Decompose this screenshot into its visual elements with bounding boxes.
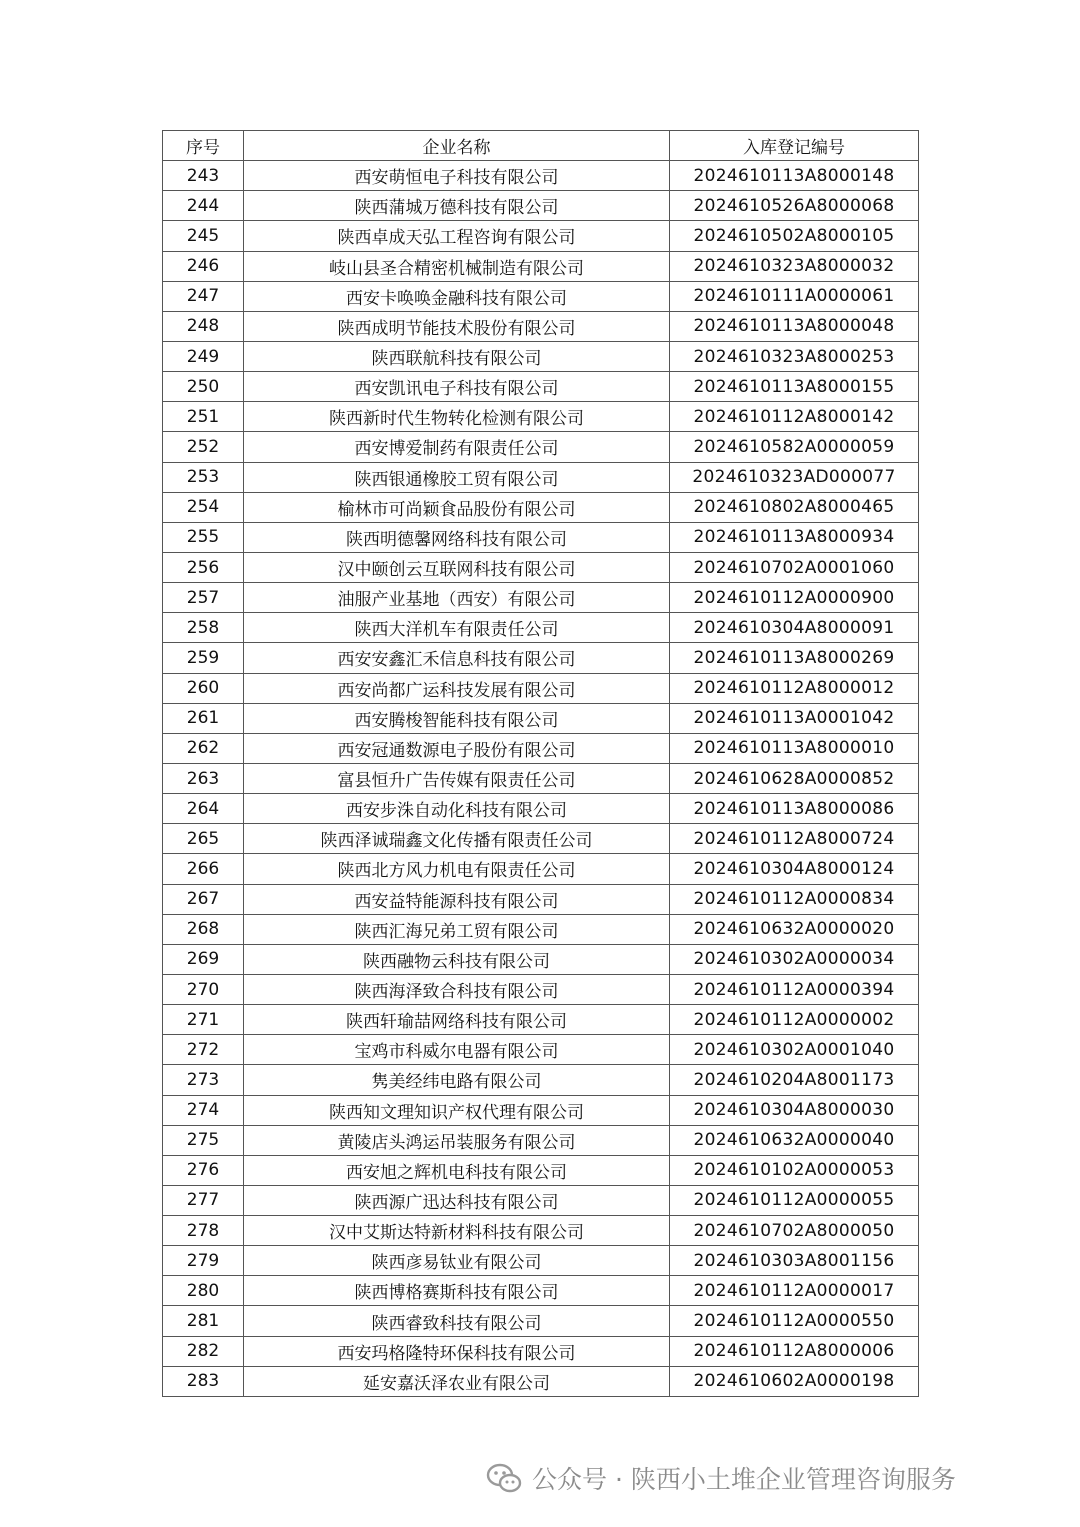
header-serial-number: 序号 [163, 131, 244, 161]
table-row [163, 1035, 919, 1065]
table-row [163, 372, 919, 402]
table-row [163, 914, 919, 944]
table-row [163, 462, 919, 492]
table-row [163, 492, 919, 522]
cell-serial-number: 254 [163, 492, 244, 522]
cell-serial-number: 261 [163, 703, 244, 733]
wechat-icon [486, 1462, 522, 1494]
cell-serial-number: 270 [163, 974, 244, 1004]
table-row [163, 221, 919, 251]
table-row [163, 1125, 919, 1155]
cell-enterprise-name: 陕西睿致科技有限公司 [244, 1306, 670, 1336]
table-row [163, 1005, 919, 1035]
cell-registration-number: 2024610632A0000020 [670, 914, 919, 944]
table-row [163, 281, 919, 311]
cell-registration-number: 2024610304A8000091 [670, 613, 919, 643]
cell-registration-number: 2024610112A0000900 [670, 583, 919, 613]
cell-serial-number: 248 [163, 311, 244, 341]
cell-registration-number: 2024610802A8000465 [670, 492, 919, 522]
cell-registration-number: 2024610112A0000017 [670, 1276, 919, 1306]
table-row [163, 191, 919, 221]
table-row [163, 763, 919, 793]
cell-serial-number: 280 [163, 1276, 244, 1306]
cell-enterprise-name: 陕西大洋机车有限责任公司 [244, 613, 670, 643]
footer-account-text: 公众号 · 陕西小土堆企业管理咨询服务 [532, 1465, 956, 1494]
table-row [163, 583, 919, 613]
cell-serial-number: 249 [163, 341, 244, 371]
cell-registration-number: 2024610112A8000724 [670, 824, 919, 854]
table-row [163, 432, 919, 462]
cell-registration-number: 2024610304A8000030 [670, 1095, 919, 1125]
cell-serial-number: 272 [163, 1035, 244, 1065]
cell-enterprise-name: 黄陵店头鸿运吊装服务有限公司 [244, 1125, 670, 1155]
cell-enterprise-name: 陕西卓成天弘工程咨询有限公司 [244, 221, 670, 251]
cell-serial-number: 243 [163, 161, 244, 191]
cell-serial-number: 260 [163, 673, 244, 703]
cell-enterprise-name: 陕西轩瑜喆网络科技有限公司 [244, 1005, 670, 1035]
cell-enterprise-name: 榆林市可尚颖食品股份有限公司 [244, 492, 670, 522]
cell-registration-number: 2024610582A0000059 [670, 432, 919, 462]
cell-enterprise-name: 陕西彦易钛业有限公司 [244, 1246, 670, 1276]
cell-registration-number: 2024610302A0000034 [670, 944, 919, 974]
cell-enterprise-name: 陕西知文理知识产权代理有限公司 [244, 1095, 670, 1125]
table-header-row [163, 131, 919, 161]
cell-registration-number: 2024610303A8001156 [670, 1246, 919, 1276]
cell-enterprise-name: 西安萌恒电子科技有限公司 [244, 161, 670, 191]
table-row [163, 884, 919, 914]
cell-serial-number: 274 [163, 1095, 244, 1125]
cell-serial-number: 268 [163, 914, 244, 944]
table-row [163, 1306, 919, 1336]
table-row [163, 311, 919, 341]
cell-enterprise-name: 陕西海泽致合科技有限公司 [244, 974, 670, 1004]
cell-registration-number: 2024610112A0000834 [670, 884, 919, 914]
cell-enterprise-name: 西安安鑫汇禾信息科技有限公司 [244, 643, 670, 673]
cell-enterprise-name: 延安嘉沃泽农业有限公司 [244, 1366, 670, 1396]
table-row [163, 794, 919, 824]
cell-registration-number: 2024610702A8000050 [670, 1216, 919, 1246]
cell-registration-number: 2024610628A0000852 [670, 763, 919, 793]
cell-enterprise-name: 陕西联航科技有限公司 [244, 341, 670, 371]
table-row [163, 733, 919, 763]
table-row [163, 522, 919, 552]
cell-serial-number: 273 [163, 1065, 244, 1095]
cell-registration-number: 2024610323A8000032 [670, 251, 919, 281]
cell-serial-number: 281 [163, 1306, 244, 1336]
cell-enterprise-name: 陕西融物云科技有限公司 [244, 944, 670, 974]
table-body [163, 161, 919, 1397]
cell-enterprise-name: 西安旭之辉机电科技有限公司 [244, 1155, 670, 1185]
table-row [163, 1216, 919, 1246]
cell-serial-number: 245 [163, 221, 244, 251]
cell-registration-number: 2024610113A8000155 [670, 372, 919, 402]
cell-registration-number: 2024610113A8000010 [670, 733, 919, 763]
table-row [163, 1095, 919, 1125]
cell-serial-number: 256 [163, 552, 244, 582]
cell-serial-number: 277 [163, 1185, 244, 1215]
cell-enterprise-name: 陕西博格赛斯科技有限公司 [244, 1276, 670, 1306]
table-row [163, 643, 919, 673]
cell-serial-number: 269 [163, 944, 244, 974]
cell-serial-number: 247 [163, 281, 244, 311]
cell-serial-number: 278 [163, 1216, 244, 1246]
table-row [163, 1065, 919, 1095]
cell-registration-number: 2024610113A8000269 [670, 643, 919, 673]
cell-serial-number: 279 [163, 1246, 244, 1276]
cell-enterprise-name: 西安尚都广运科技发展有限公司 [244, 673, 670, 703]
cell-registration-number: 2024610112A0000055 [670, 1185, 919, 1215]
cell-enterprise-name: 西安玛格隆特环保科技有限公司 [244, 1336, 670, 1366]
cell-serial-number: 282 [163, 1336, 244, 1366]
table-row [163, 613, 919, 643]
cell-registration-number: 2024610112A0000002 [670, 1005, 919, 1035]
cell-serial-number: 275 [163, 1125, 244, 1155]
cell-serial-number: 262 [163, 733, 244, 763]
table-row [163, 974, 919, 1004]
cell-registration-number: 2024610323AD000077 [670, 462, 919, 492]
table-row [163, 703, 919, 733]
cell-serial-number: 251 [163, 402, 244, 432]
cell-enterprise-name: 陕西泽诚瑞鑫文化传播有限责任公司 [244, 824, 670, 854]
table-row [163, 402, 919, 432]
cell-enterprise-name: 西安步洙自动化科技有限公司 [244, 794, 670, 824]
cell-enterprise-name: 隽美经纬电路有限公司 [244, 1065, 670, 1095]
cell-registration-number: 2024610632A0000040 [670, 1125, 919, 1155]
cell-serial-number: 252 [163, 432, 244, 462]
header-enterprise-name: 企业名称 [244, 131, 670, 161]
cell-registration-number: 2024610502A8000105 [670, 221, 919, 251]
cell-serial-number: 267 [163, 884, 244, 914]
cell-registration-number: 2024610602A0000198 [670, 1366, 919, 1396]
cell-registration-number: 2024610111A0000061 [670, 281, 919, 311]
cell-enterprise-name: 陕西源广迅达科技有限公司 [244, 1185, 670, 1215]
cell-enterprise-name: 陕西汇海兄弟工贸有限公司 [244, 914, 670, 944]
cell-enterprise-name: 汉中艾斯达特新材料科技有限公司 [244, 1216, 670, 1246]
cell-enterprise-name: 陕西蒲城万德科技有限公司 [244, 191, 670, 221]
cell-enterprise-name: 岐山县圣合精密机械制造有限公司 [244, 251, 670, 281]
cell-registration-number: 2024610302A0001040 [670, 1035, 919, 1065]
cell-registration-number: 2024610112A8000012 [670, 673, 919, 703]
cell-serial-number: 257 [163, 583, 244, 613]
cell-registration-number: 2024610304A8000124 [670, 854, 919, 884]
cell-registration-number: 2024610702A0001060 [670, 552, 919, 582]
enterprise-registry-table [162, 130, 919, 1397]
table-row [163, 1336, 919, 1366]
cell-registration-number: 2024610204A8001173 [670, 1065, 919, 1095]
cell-registration-number: 2024610102A0000053 [670, 1155, 919, 1185]
cell-enterprise-name: 油服产业基地（西安）有限公司 [244, 583, 670, 613]
cell-serial-number: 283 [163, 1366, 244, 1396]
table-row [163, 854, 919, 884]
cell-serial-number: 246 [163, 251, 244, 281]
header-registration-number: 入库登记编号 [670, 131, 919, 161]
cell-registration-number: 2024610112A0000550 [670, 1306, 919, 1336]
cell-registration-number: 2024610526A8000068 [670, 191, 919, 221]
cell-registration-number: 2024610323A8000253 [670, 341, 919, 371]
cell-enterprise-name: 西安凯讯电子科技有限公司 [244, 372, 670, 402]
cell-registration-number: 2024610113A0001042 [670, 703, 919, 733]
cell-enterprise-name: 陕西北方风力机电有限责任公司 [244, 854, 670, 884]
cell-serial-number: 255 [163, 522, 244, 552]
table-row [163, 944, 919, 974]
cell-enterprise-name: 陕西银通橡胶工贸有限公司 [244, 462, 670, 492]
table-row [163, 552, 919, 582]
cell-serial-number: 258 [163, 613, 244, 643]
cell-registration-number: 2024610113A8000148 [670, 161, 919, 191]
cell-enterprise-name: 陕西明德馨网络科技有限公司 [244, 522, 670, 552]
cell-serial-number: 250 [163, 372, 244, 402]
cell-enterprise-name: 西安益特能源科技有限公司 [244, 884, 670, 914]
footer-watermark [486, 1458, 956, 1498]
cell-serial-number: 263 [163, 763, 244, 793]
cell-enterprise-name: 陕西新时代生物转化检测有限公司 [244, 402, 670, 432]
table-row [163, 161, 919, 191]
cell-registration-number: 2024610113A8000086 [670, 794, 919, 824]
table-row [163, 1276, 919, 1306]
table-row [163, 673, 919, 703]
cell-enterprise-name: 西安腾梭智能科技有限公司 [244, 703, 670, 733]
cell-serial-number: 253 [163, 462, 244, 492]
cell-serial-number: 271 [163, 1005, 244, 1035]
cell-enterprise-name: 西安卡唤唤金融科技有限公司 [244, 281, 670, 311]
cell-serial-number: 266 [163, 854, 244, 884]
cell-serial-number: 276 [163, 1155, 244, 1185]
table-row [163, 824, 919, 854]
cell-registration-number: 2024610112A8000006 [670, 1336, 919, 1366]
table-row [163, 341, 919, 371]
cell-registration-number: 2024610112A0000394 [670, 974, 919, 1004]
cell-serial-number: 264 [163, 794, 244, 824]
cell-registration-number: 2024610113A8000048 [670, 311, 919, 341]
table-row [163, 251, 919, 281]
cell-serial-number: 265 [163, 824, 244, 854]
table-row [163, 1185, 919, 1215]
cell-registration-number: 2024610113A8000934 [670, 522, 919, 552]
cell-enterprise-name: 富县恒升广告传媒有限责任公司 [244, 763, 670, 793]
table-row [163, 1155, 919, 1185]
cell-enterprise-name: 西安博爱制药有限责任公司 [244, 432, 670, 462]
cell-serial-number: 244 [163, 191, 244, 221]
cell-enterprise-name: 西安冠通数源电子股份有限公司 [244, 733, 670, 763]
cell-enterprise-name: 宝鸡市科威尔电器有限公司 [244, 1035, 670, 1065]
table-row [163, 1366, 919, 1396]
cell-enterprise-name: 陕西成明节能技术股份有限公司 [244, 311, 670, 341]
table-row [163, 1246, 919, 1276]
cell-serial-number: 259 [163, 643, 244, 673]
cell-enterprise-name: 汉中颐创云互联网科技有限公司 [244, 552, 670, 582]
cell-registration-number: 2024610112A8000142 [670, 402, 919, 432]
